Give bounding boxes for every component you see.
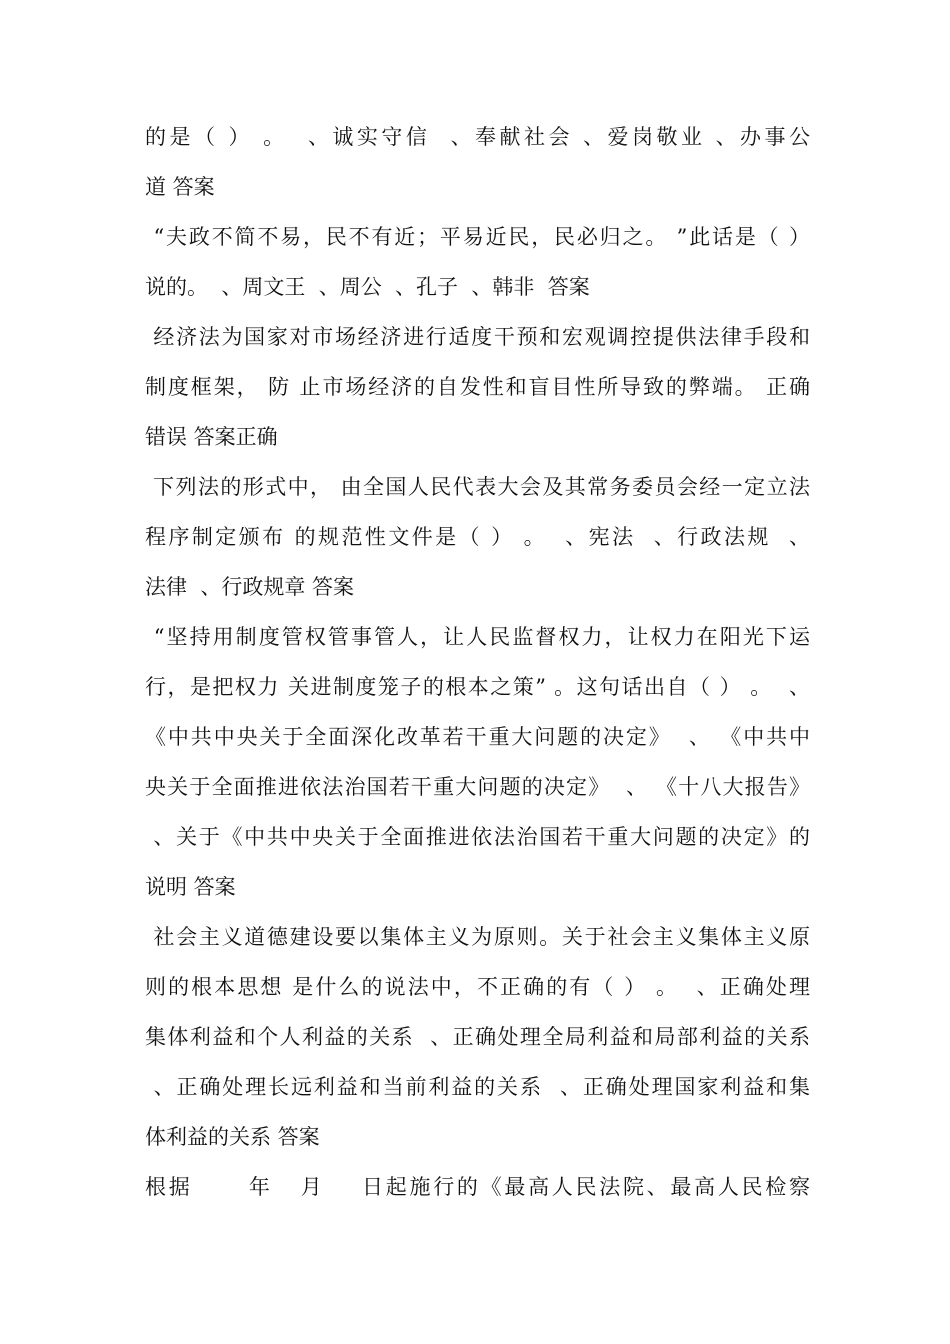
text-line-21: 体利益的关系 答案 [145, 1125, 320, 1149]
text-line-7: 错误 答案正确 [145, 425, 278, 449]
text-line-4: 说的。 、周文王 、周公 、孔子 、韩非 答案 [145, 275, 590, 299]
text-line-15: 、关于《中共中央关于全面推进依法治国若干重大问题的决定》的 [145, 825, 810, 849]
text-line-10: 法律 、行政规章 答案 [145, 575, 355, 599]
text-line-5: 经济法为国家对市场经济进行适度干预和宏观调控提供法律手段和 [145, 325, 810, 349]
text-line-3: “夫政不简不易，民不有近；平易近民，民必归之。 ”此话是（ ） [145, 225, 810, 249]
text-line-9: 程序制定颁布 的规范性文件是（ ） 。 、宪法 、行政法规 、 [145, 525, 810, 549]
text-line-18: 则的根本思想 是什么的说法中，不正确的有（ ） 。 、正确处理 [145, 975, 810, 999]
text-line-1: 的是（ ） 。 、诚实守信 、奉献社会 、爱岗敬业 、办事公 [145, 125, 810, 149]
text-line-17: 社会主义道德建设要以集体主义为原则。关于社会主义集体主义原 [145, 925, 810, 949]
document-body [145, 112, 810, 1212]
text-line-6: 制度框架， 防 止市场经济的自发性和盲目性所导致的弊端。 正确 [145, 375, 810, 399]
text-line-19: 集体利益和个人利益的关系 、正确处理全局利益和局部利益的关系 [145, 1025, 810, 1049]
text-line-16: 说明 答案 [145, 875, 236, 899]
text-line-22: 根据 年 月 日起施行的《最高人民法院、最高人民检察 [145, 1175, 810, 1199]
text-line-20: 、正确处理长远利益和当前利益的关系 、正确处理国家利益和集 [145, 1075, 810, 1099]
text-line-12: 行，是把权力 关进制度笼子的根本之策” 。这句话出自（ ） 。 、 [145, 675, 810, 699]
text-line-11: “坚持用制度管权管事管人，让人民监督权力，让权力在阳光下运 [145, 625, 810, 649]
text-line-8: 下列法的形式中， 由全国人民代表大会及其常务委员会经一定立法 [145, 475, 810, 499]
text-line-2: 道 答案 [145, 175, 215, 199]
text-line-13: 《中共中央关于全面深化改革若干重大问题的决定》 、 《中共中 [145, 725, 810, 749]
text-line-14: 央关于全面推进依法治国若干重大问题的决定》 、 《十八大报告》 [145, 775, 810, 799]
